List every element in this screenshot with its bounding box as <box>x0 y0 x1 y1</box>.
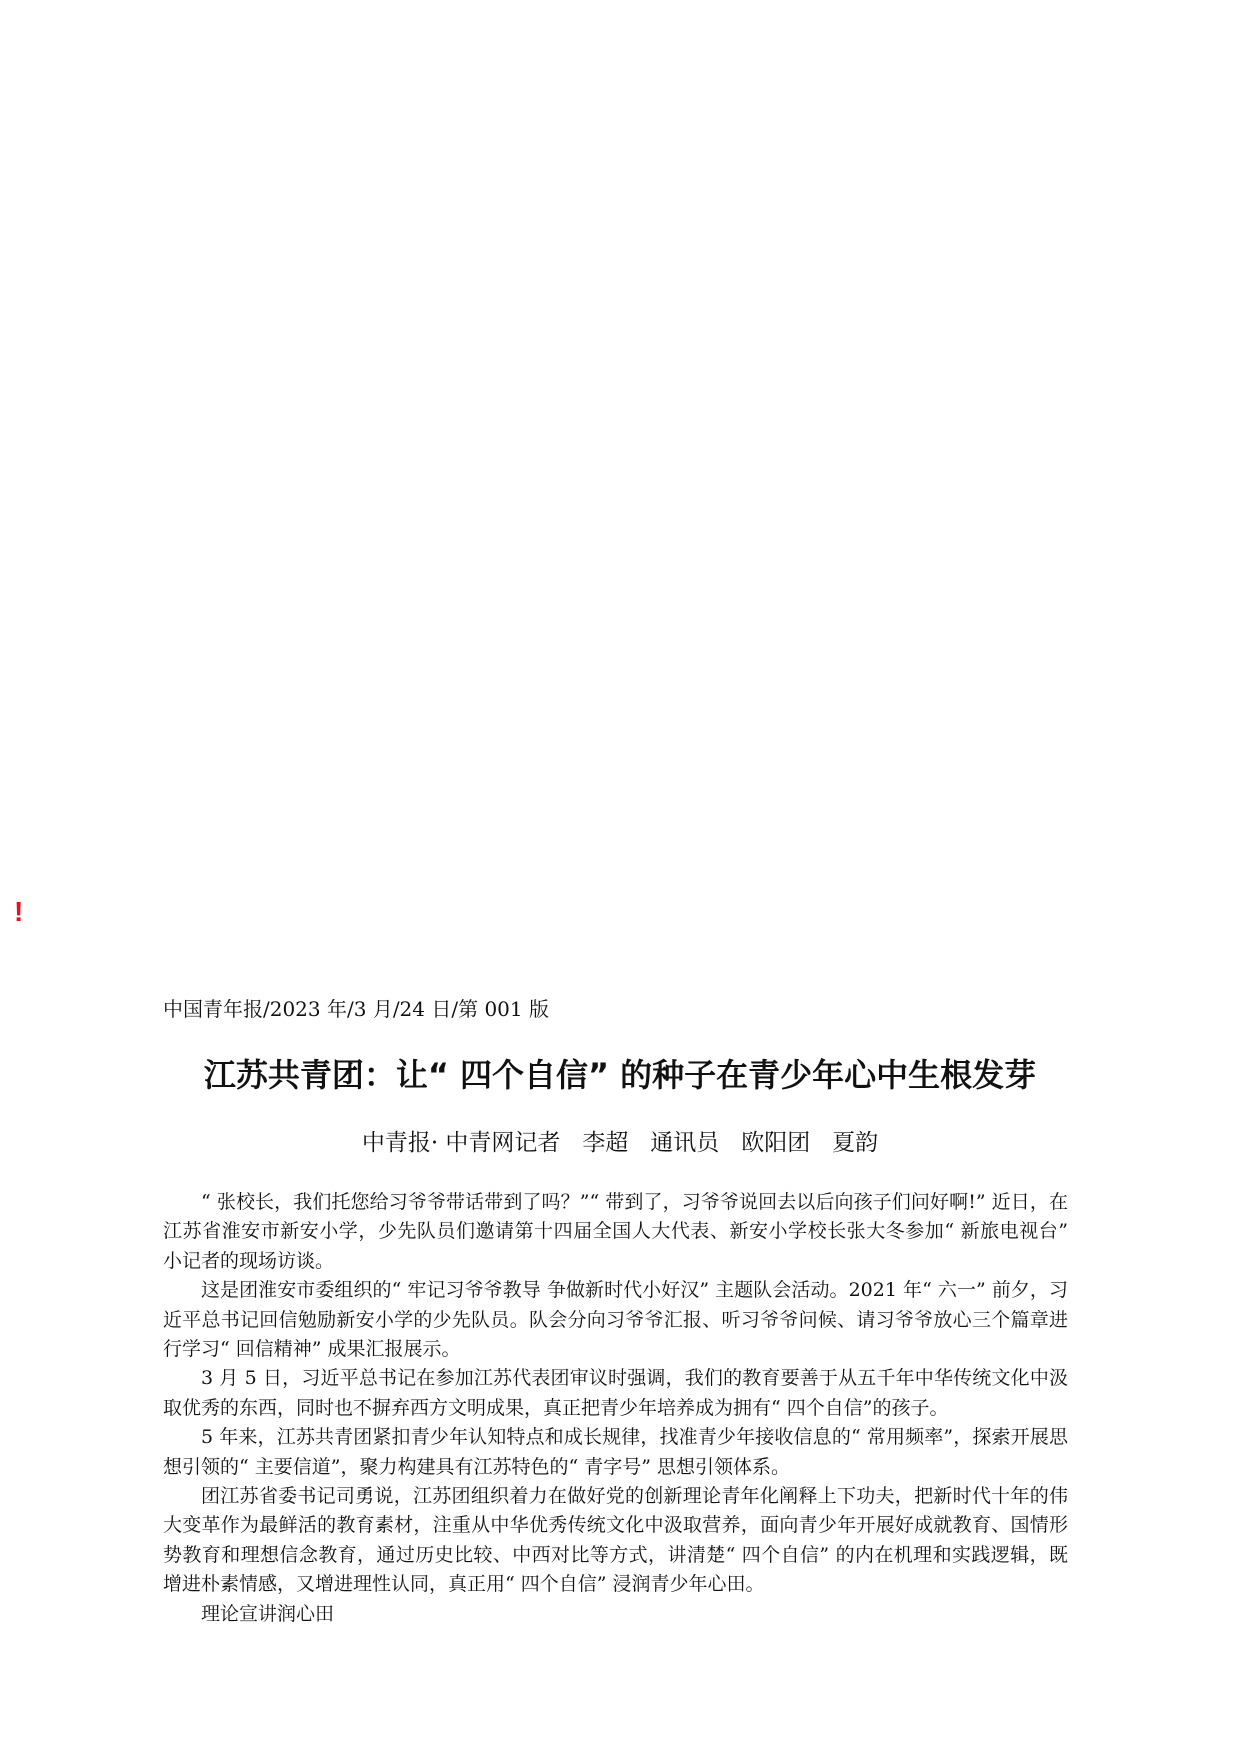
paragraph: 3 月 5 日，习近平总书记在参加江苏代表团审议时强调，我们的教育要善于从五千年中华传统文化中汲取优秀的东西，同时也不摒弃西方文明成果，真正把青少年培养成为拥有“ 四个自信”的孩子。 <box>163 1367 1068 1419</box>
paragraph: 团江苏省委书记司勇说，江苏团组织着力在做好党的创新理论青年化阐释上下功夫，把新时代十年的伟大变革作为最鲜活的教育素材，注重从中华优秀传统文化中汲取营养，面向青少年开展好成就教育、国情形势教育和理想信念教育，通过历史比较、中西对比等方式，讲清楚“ 四个自信” 的内在机理和实践逻辑，既增进朴素情感，又增进理性认同，真正用“ 四个自信” 浸润青少年心田。 <box>163 1485 1068 1596</box>
source-line: 中国青年报/2023 年/3 月/24 日/第 001 版 <box>163 997 549 1021</box>
article-headline: 江苏共青团：让“ 四个自信” 的种子在青少年心中生根发芽 <box>203 1056 1037 1094</box>
paragraph: “ 张校长，我们托您给习爷爷带话带到了吗？”“ 带到了，习爷爷说回去以后向孩子们问好啊!” 近日，在江苏省淮安市新安小学，少先队员们邀请第十四届全国人大代表、新安小学校长张大冬参加“ 新旅电视台” 小记者的现场访谈。 <box>163 1191 1068 1272</box>
section-heading: 理论宣讲润心田 <box>201 1602 335 1625</box>
article-body <box>163 1188 1068 1629</box>
paragraph: 这是团淮安市委组织的“ 牢记习爷爷教导 争做新时代小好汉” 主题队会活动。2021 年“ 六一” 前夕，习近平总书记回信勉励新安小学的少先队员。队会分向习爷爷汇报、听习爷爷问候、请习爷爷放心三个篇章进行学习“ 回信精神” 成果汇报展示。 <box>163 1279 1068 1361</box>
byline: 中青报· 中青网记者 李超 通讯员 欧阳团 夏韵 <box>361 1130 879 1156</box>
paragraph: 5 年来，江苏共青团紧扣青少年认知特点和成长规律，找准青少年接收信息的“ 常用频率”，探索开展思想引领的“ 主要信道”，聚力构建具有江苏特色的“ 青字号” 思想引领体系。 <box>163 1426 1068 1478</box>
exclamation-mark: ! <box>14 896 24 927</box>
